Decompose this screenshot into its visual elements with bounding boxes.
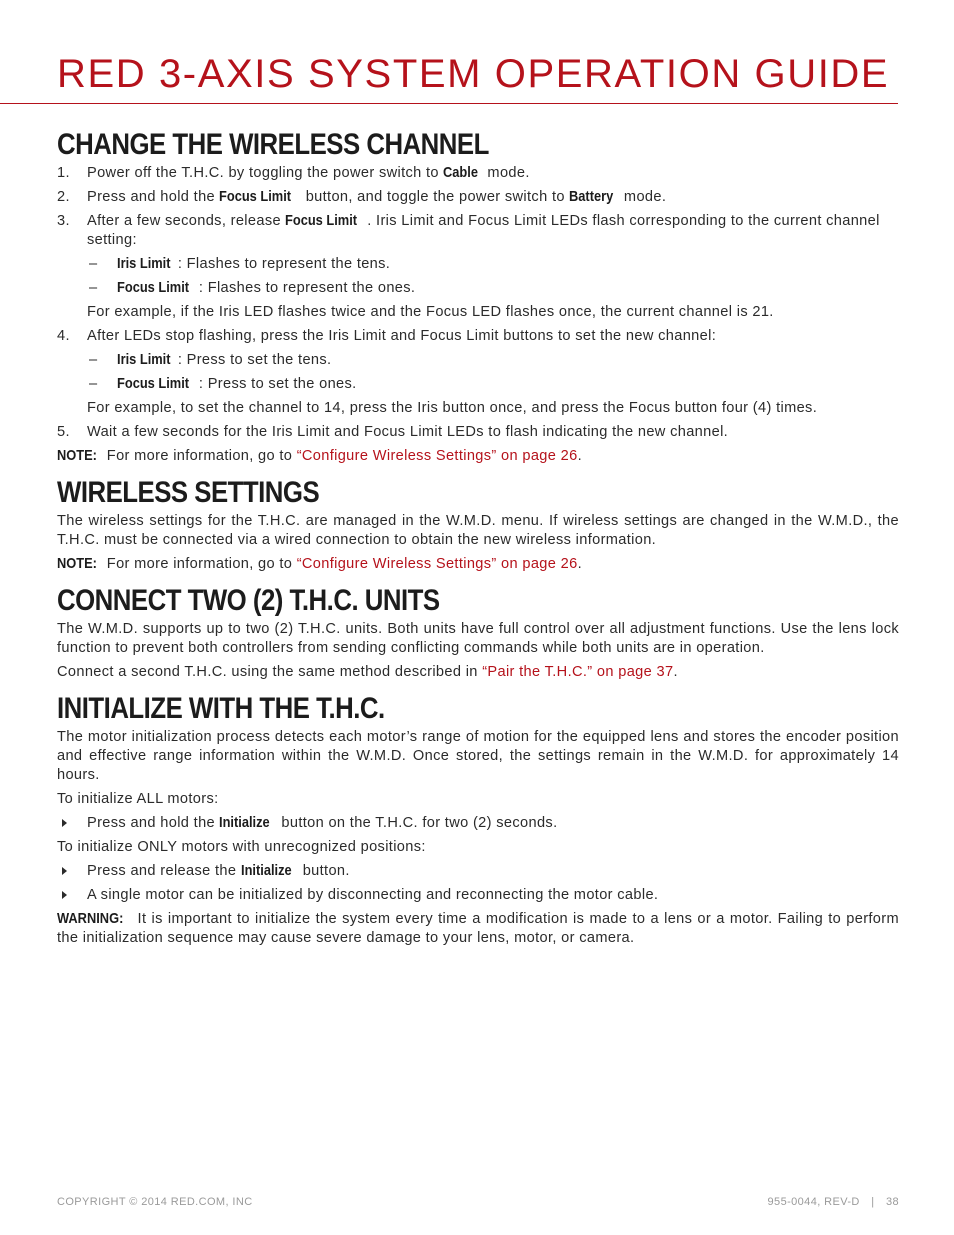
note	[57, 447, 899, 466]
step-text: Wait a few seconds for the Iris Limit and Focus Limit LEDs to flash indicating the new channel.	[87, 424, 729, 440]
configure-wireless-settings-link[interactable]: “Configure Wireless Settings” on page 26	[296, 556, 578, 572]
step-text: mode.	[483, 165, 530, 181]
dash-marker: –	[89, 352, 98, 368]
footer-page-number: 38	[885, 1196, 899, 1208]
footer-page-info	[768, 1195, 899, 1209]
section-initialize	[57, 690, 899, 948]
example-text: For example, if the Iris LED flashes twice and the Focus LED flashes once, the current channel is 21.	[87, 304, 774, 320]
warning	[57, 910, 899, 948]
bold-term: Focus Limit	[285, 213, 358, 229]
section-heading: CONNECT TWO (2) T.H.C. UNITS	[57, 584, 440, 617]
step-text: Power off the T.H.C. by toggling the power switch to	[87, 165, 444, 181]
note-text: For more information, go to	[102, 448, 297, 464]
step-text: mode.	[619, 189, 667, 205]
step-5	[57, 423, 899, 442]
step-number: 2.	[57, 189, 70, 205]
title-rule	[0, 103, 898, 104]
step-text: After LEDs stop flashing, press the Iris Limit and Focus Limit buttons to set the new channel:	[87, 328, 717, 344]
sub-item-text: : Flashes to represent the tens.	[177, 256, 391, 272]
bullet-text: Press and release the	[87, 863, 241, 879]
bold-term: Iris Limit	[117, 256, 171, 272]
bullet-item	[57, 886, 899, 905]
section-heading: INITIALIZE WITH THE T.H.C.	[57, 692, 385, 725]
bold-term: Focus Limit	[117, 376, 190, 392]
body-text	[57, 663, 899, 682]
body-text-span: Connect a second T.H.C. using the same method described in	[57, 664, 483, 680]
dash-marker: –	[89, 256, 98, 272]
dash-marker: –	[89, 376, 98, 392]
body-text: The motor initialization process detects each motor’s range of motion for the equipped lens and stores the encoder position and effective range information within the W.M.D. Once stored, the settings remain in the W.M.D. for approximately 14 hours.	[57, 729, 899, 783]
bold-term: Cable	[443, 165, 479, 181]
page-content	[57, 126, 899, 953]
step-number: 5.	[57, 424, 70, 440]
step-text: button, and toggle the power switch to	[301, 189, 570, 205]
section-heading: WIRELESS SETTINGS	[57, 476, 320, 509]
warning-label: WARNING:	[57, 911, 124, 927]
bold-term: Iris Limit	[117, 352, 171, 368]
bold-term: Initialize	[240, 863, 292, 879]
section-wireless-settings	[57, 474, 899, 574]
step-text: . Iris Limit and Focus Limit LEDs flash corresponding to the current channel setting:	[87, 213, 880, 248]
pair-thc-link[interactable]: “Pair the T.H.C.” on page 37	[482, 664, 674, 680]
step-number: 4.	[57, 328, 70, 344]
footer-copyright: COPYRIGHT © 2014 RED.COM, INC	[57, 1196, 253, 1208]
note	[57, 555, 899, 574]
bullet-item	[57, 862, 899, 881]
bold-term: Battery	[569, 189, 614, 205]
right-triangle-bullet-icon	[62, 867, 67, 875]
footer-doc-rev: 955-0044, REV-D	[767, 1196, 860, 1208]
sub-item	[57, 375, 899, 394]
sub-item	[57, 279, 899, 298]
bold-term: Focus Limit	[117, 280, 190, 296]
configure-wireless-settings-link[interactable]: “Configure Wireless Settings” on page 26	[296, 448, 578, 464]
document-title: RED 3-AXIS SYSTEM OPERATION GUIDE	[57, 52, 890, 96]
warning-text: It is important to initialize the system every time a modification is made to a lens or a motor. Failing to perform the initialization sequence may cause severe damage to your lens, motor, or camera.	[57, 911, 899, 946]
step-4	[57, 327, 899, 346]
right-triangle-bullet-icon	[62, 819, 67, 827]
note-end: .	[577, 448, 582, 464]
bullet-text: A single motor can be initialized by disconnecting and reconnecting the motor cable.	[87, 887, 659, 903]
body-text: The wireless settings for the T.H.C. are managed in the W.M.D. menu. If wireless settings are changed in the W.M.D., the T.H.C. must be connected via a wired connection to obtain the new wireless information.	[57, 513, 899, 548]
sub-item-text: : Press to set the ones.	[198, 376, 357, 392]
example-text: For example, to set the channel to 14, press the Iris button once, and press the Focus button four (4) times.	[87, 400, 818, 416]
dash-marker: –	[89, 280, 98, 296]
section-heading: CHANGE THE WIRELESS CHANNEL	[57, 128, 489, 161]
instruction-label: To initialize ONLY motors with unrecognized positions:	[57, 839, 426, 855]
body-text: The W.M.D. supports up to two (2) T.H.C. units. Both units have full control over all adjustment functions. Use the lens lock function to prevent both controllers from sending conflicting commands while both units are in operation.	[57, 621, 899, 656]
section-connect-two-units	[57, 582, 899, 682]
instruction-label: To initialize ALL motors:	[57, 791, 219, 807]
bullet-item	[57, 814, 899, 833]
sub-item-text: : Press to set the tens.	[177, 352, 332, 368]
section-change-wireless-channel	[57, 126, 899, 466]
bold-term: Initialize	[219, 815, 271, 831]
sub-item	[57, 255, 899, 274]
sub-item	[57, 351, 899, 370]
step-text: Press and hold the	[87, 189, 220, 205]
bullet-text: button.	[298, 863, 350, 879]
sub-item-text: : Flashes to represent the ones.	[198, 280, 416, 296]
bullet-text: button on the T.H.C. for two (2) seconds.	[276, 815, 558, 831]
note-text: For more information, go to	[102, 556, 297, 572]
step-2	[57, 188, 899, 207]
note-label: NOTE:	[57, 556, 97, 572]
body-text-end: .	[673, 664, 678, 680]
footer-separator: |	[871, 1196, 875, 1208]
right-triangle-bullet-icon	[62, 891, 67, 899]
step-text: After a few seconds, release	[87, 213, 286, 229]
bullet-text: Press and hold the	[87, 815, 220, 831]
bold-term: Focus Limit	[219, 189, 292, 205]
note-end: .	[577, 556, 582, 572]
step-3	[57, 212, 899, 250]
step-number: 3.	[57, 213, 70, 229]
note-label: NOTE:	[57, 448, 97, 464]
step-1	[57, 164, 899, 183]
step-number: 1.	[57, 165, 70, 181]
